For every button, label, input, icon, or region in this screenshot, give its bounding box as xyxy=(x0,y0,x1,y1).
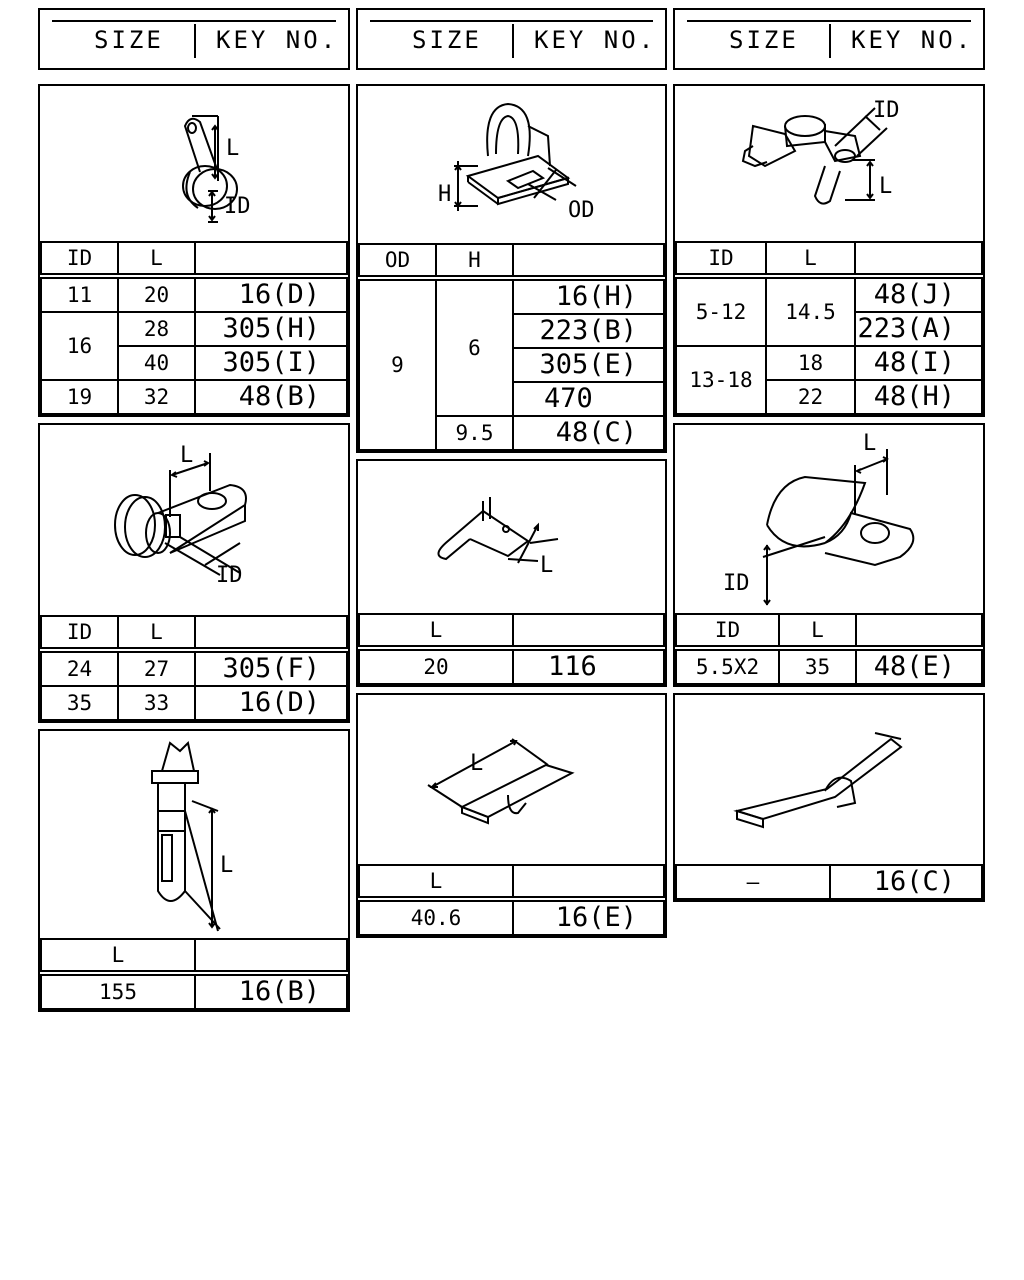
col-header: H xyxy=(436,244,513,278)
clamp-9-table xyxy=(675,864,983,900)
clamp-6-table xyxy=(675,613,983,685)
size-header: SIZE xyxy=(412,26,482,54)
key-no-header: KEY NO. xyxy=(216,26,339,54)
col-header: ID xyxy=(41,616,118,650)
key-cell: 48(C) xyxy=(513,416,664,450)
col-header: L xyxy=(41,939,195,973)
col-header: L xyxy=(359,865,513,899)
id-label: ID xyxy=(873,98,900,123)
table-cell: 20 xyxy=(118,276,195,312)
key-cell: 305(F) xyxy=(195,650,347,686)
col-header: L xyxy=(118,242,195,276)
clamp-panel-2 xyxy=(356,84,667,453)
table-cell: 6 xyxy=(436,278,513,416)
table-cell: 5-12 xyxy=(676,276,766,346)
header-col-3 xyxy=(673,8,985,70)
holder-clip-drawing xyxy=(675,695,983,867)
clamp-3-table xyxy=(675,241,983,415)
col-header: OD xyxy=(359,244,436,278)
clamp-panel-8 xyxy=(356,693,667,938)
table-cell: 9 xyxy=(359,278,436,450)
clamp-panel-9 xyxy=(673,693,985,902)
key-cell: 16(H) xyxy=(513,278,664,314)
table-cell: — xyxy=(676,865,830,899)
pipe-clip-drawing xyxy=(675,86,983,238)
table-cell: 35 xyxy=(779,648,856,684)
key-cell: 48(B) xyxy=(195,380,347,414)
col-header: L xyxy=(359,614,513,648)
clamp-panel-7 xyxy=(38,729,350,1012)
clamp-5-table xyxy=(358,613,665,685)
table-cell: 13-18 xyxy=(676,346,766,414)
table-cell: 16 xyxy=(41,312,118,380)
length-label: L xyxy=(540,553,554,578)
flat-clip-drawing xyxy=(358,695,665,865)
table-cell: 20 xyxy=(359,648,513,684)
length-label: L xyxy=(470,751,484,776)
table-cell: 27 xyxy=(118,650,195,686)
key-cell: 305(E) xyxy=(513,348,664,382)
col-header xyxy=(195,242,347,276)
key-cell: 223(B) xyxy=(513,314,664,348)
key-no-header: KEY NO. xyxy=(534,26,657,54)
length-label: L xyxy=(226,136,240,161)
clamp-7-table xyxy=(40,938,348,1010)
table-cell: 24 xyxy=(41,650,118,686)
height-label: H xyxy=(438,182,452,207)
length-label: L xyxy=(220,853,234,878)
clamp-4-table xyxy=(40,615,348,721)
col-header: L xyxy=(779,614,856,648)
bracket-clip-drawing xyxy=(358,461,665,611)
push-pin-clip-drawing xyxy=(40,731,348,941)
strap-clamp-drawing xyxy=(675,425,983,615)
key-cell: 16(D) xyxy=(195,686,347,720)
table-cell: 35 xyxy=(41,686,118,720)
col-header xyxy=(513,865,664,899)
clamp-8-table xyxy=(358,864,665,936)
id-label: ID xyxy=(723,571,750,596)
table-cell: 155 xyxy=(41,973,195,1009)
key-cell: 16(D) xyxy=(195,276,347,312)
clamp-panel-3 xyxy=(673,84,985,417)
key-cell: 116 xyxy=(513,648,664,684)
od-label: OD xyxy=(568,198,595,223)
clamp-panel-5 xyxy=(356,459,667,687)
key-cell: 16(E) xyxy=(513,899,664,935)
key-cell: 223(A) xyxy=(855,312,982,346)
table-cell: 19 xyxy=(41,380,118,414)
table-cell: 18 xyxy=(766,346,855,380)
id-label: ID xyxy=(224,194,251,219)
table-cell: 32 xyxy=(118,380,195,414)
table-cell: 40 xyxy=(118,346,195,380)
key-cell: 305(H) xyxy=(195,312,347,346)
key-cell: 470 xyxy=(513,382,664,416)
col-header: ID xyxy=(676,614,779,648)
length-label: L xyxy=(879,174,893,199)
clamp-1-table xyxy=(40,241,348,415)
key-cell: 305(I) xyxy=(195,346,347,380)
clamp-2-table xyxy=(358,243,665,451)
table-cell: 33 xyxy=(118,686,195,720)
col-header: L xyxy=(766,242,855,276)
size-header: SIZE xyxy=(94,26,164,54)
col-header xyxy=(513,614,664,648)
col-header: L xyxy=(118,616,195,650)
col-header xyxy=(856,614,982,648)
clamp-panel-6 xyxy=(673,423,985,687)
clamp-panel-4 xyxy=(38,423,350,723)
table-cell: 40.6 xyxy=(359,899,513,935)
header-col-2 xyxy=(356,8,667,70)
key-cell: 16(B) xyxy=(195,973,347,1009)
key-cell: 16(C) xyxy=(830,865,982,899)
wire-clamp-drawing xyxy=(40,425,348,615)
length-label: L xyxy=(180,443,194,468)
col-header xyxy=(513,244,664,278)
header-col-1 xyxy=(38,8,350,70)
key-cell: 48(E) xyxy=(856,648,982,684)
key-cell: 48(I) xyxy=(855,346,982,380)
col-header xyxy=(855,242,982,276)
table-cell: 28 xyxy=(118,312,195,346)
col-header xyxy=(195,616,347,650)
id-label: ID xyxy=(216,563,243,588)
table-cell: 11 xyxy=(41,276,118,312)
clamp-panel-1 xyxy=(38,84,350,417)
size-header: SIZE xyxy=(729,26,799,54)
col-header: ID xyxy=(41,242,118,276)
col-header: ID xyxy=(676,242,766,276)
col-header xyxy=(195,939,347,973)
key-cell: 48(H) xyxy=(855,380,982,414)
table-cell: 14.5 xyxy=(766,276,855,346)
key-cell: 48(J) xyxy=(855,276,982,312)
band-clamp-drawing xyxy=(40,86,348,238)
length-label: L xyxy=(863,431,877,456)
table-cell: 22 xyxy=(766,380,855,414)
key-no-header: KEY NO. xyxy=(851,26,974,54)
table-cell: 9.5 xyxy=(436,416,513,450)
table-cell: 5.5X2 xyxy=(676,648,779,684)
clip-clamp-drawing xyxy=(358,86,665,238)
